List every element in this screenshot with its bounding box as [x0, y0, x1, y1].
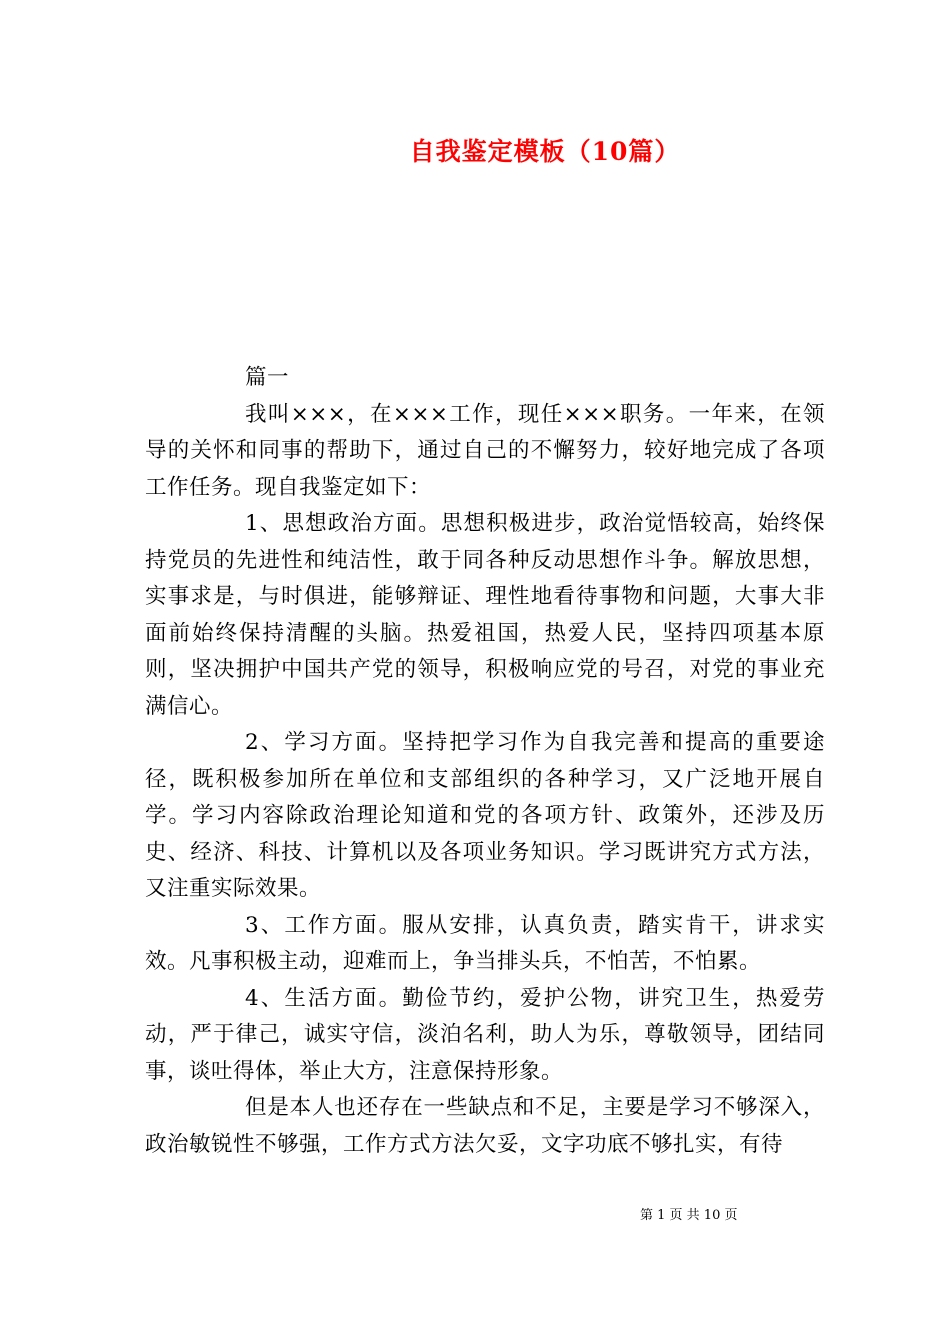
paragraph-study: 2、学习方面。坚持把学习作为自我完善和提高的重要途径，既积极参加所在单位和支部组织的各种学习，又广泛地开展自学。学习内容除政治理论知道和党的各项方针、政策外，还涉及历史、经济、科技、计算机以及各项业务知识。学习既讲究方式方法，又注重实际效果。 [145, 730, 825, 901]
paragraph-intro: 我叫×××，在×××工作，现任×××职务。一年来，在领导的关怀和同事的帮助下，通过自己的不懈努力，较好地完成了各项工作任务。现自我鉴定如下： [145, 401, 825, 500]
paragraph-life: 4、生活方面。勤俭节约，爱护公物，讲究卫生，热爱劳动，严于律己，诚实守信，淡泊名利，助人为乐，尊敬领导，团结同事，谈吐得体，举止大方，注意保持形象。 [145, 985, 825, 1084]
document-title: 自我鉴定模板（10篇） [409, 137, 681, 166]
section-heading: 篇一 [245, 365, 290, 390]
paragraph-shortcomings: 但是本人也还存在一些缺点和不足，主要是学习不够深入，政治敏锐性不够强，工作方式方法欠妥，文字功底不够扎实，有待 [145, 1095, 825, 1157]
document-body [145, 360, 825, 1163]
paragraph-work: 3、工作方面。服从安排，认真负责，踏实肯干，讲求实效。凡事积极主动，迎难而上，争当排头兵，不怕苦，不怕累。 [145, 912, 825, 974]
paragraph-political: 1、思想政治方面。思想积极进步，政治觉悟较高，始终保持党员的先进性和纯洁性，敢于同各种反动思想作斗争。解放思想，实事求是，与时俱进，能够辩证、理性地看待事物和问题，大事大非面前始终保持清醒的头脑。热爱祖国，热爱人民，坚持四项基本原则，坚决拥护中国共产党的领导，积极响应党的号召，对党的事业充满信心。 [145, 511, 825, 719]
page-number-footer: 第 1 页 共 10 页 [640, 1208, 738, 1223]
